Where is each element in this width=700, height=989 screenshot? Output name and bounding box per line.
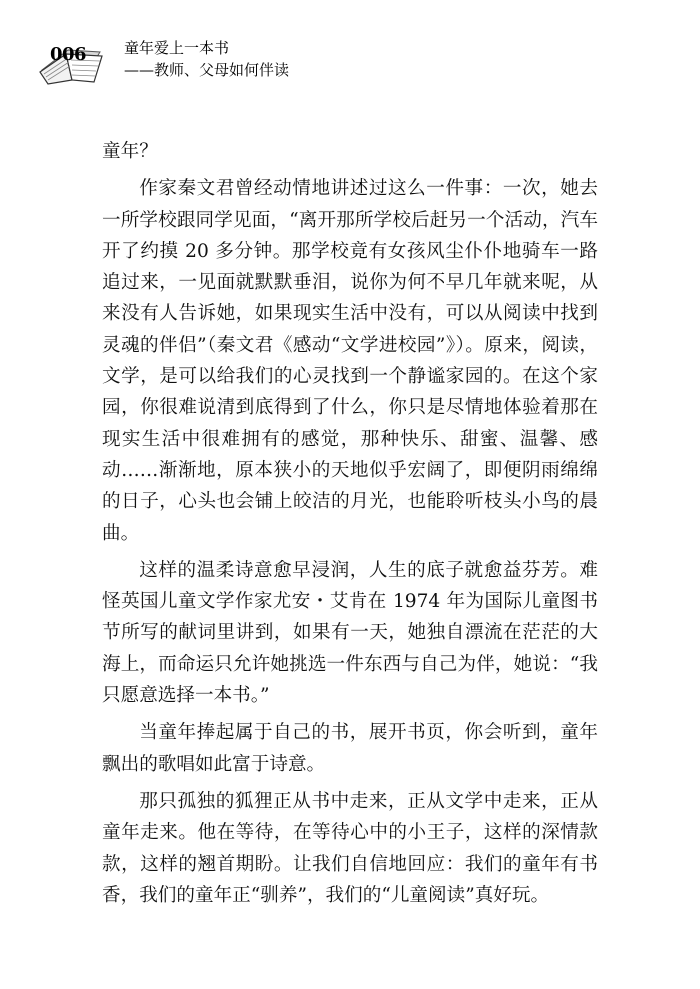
paragraph: 童年？ bbox=[102, 141, 158, 162]
paragraph: 当童年捧起属于自己的书，展开书页，你会听到，童年飘出的歌唱如此富于诗意。 bbox=[102, 722, 598, 775]
paragraph: 这样的温柔诗意愈早浸润，人生的底子就愈益芬芳。难怪英国儿童文学作家尤安・艾肯在 1974 年为国际儿童图书节所写的献词里讲到，如果有一天，她独自漂流在茫茫的大海上，而命运只允许她挑选一件东西与自己为伴，她说：“我只愿意选择一本书。” bbox=[102, 559, 598, 707]
book-subtitle: ——教师、父母如何伴读 bbox=[124, 61, 290, 79]
paragraph: 作家秦文君曾经动情地讲述过这么一件事：一次，她去一所学校跟同学见面，“离开那所学校后赶另一个活动，汽车开了约摸 20 多分钟。那学校竟有女孩风尘仆仆地骑车一路追过来，一见面就默默垂泪，说你为何不早几年就来呢，从来没有人告诉她，如果现实生活中没有，可以从阅读中找到灵魂的伴侣”（秦文君《感动“文学进校园”》）。原来，阅读，文学，是可以给我们的心灵找到一个静谧家园的。在这个家园，你很难说清到底得到了什么，你只是尽情地体验着那在现实生活中很难拥有的感觉，那种快乐、甜蜜、温馨、感动……渐渐地，原本狭小的天地似乎宏阔了，即便阴雨绵绵的日子，心头也会铺上皎洁的月光，也能聆听枝头小鸟的晨曲。 bbox=[102, 178, 598, 544]
paragraph: 那只孤独的狐狸正从书中走来，正从文学中走来，正从童年走来。他在等待，在等待心中的小王子，这样的深情款款，这样的翘首期盼。让我们自信地回应：我们的童年有书香，我们的童年正“驯养”，我们的“儿童阅读”真好玩。 bbox=[102, 790, 598, 906]
page-number: 006 bbox=[50, 44, 87, 65]
body-text bbox=[102, 136, 598, 917]
running-header bbox=[38, 28, 678, 98]
book-title: 童年爱上一本书 bbox=[124, 39, 230, 57]
